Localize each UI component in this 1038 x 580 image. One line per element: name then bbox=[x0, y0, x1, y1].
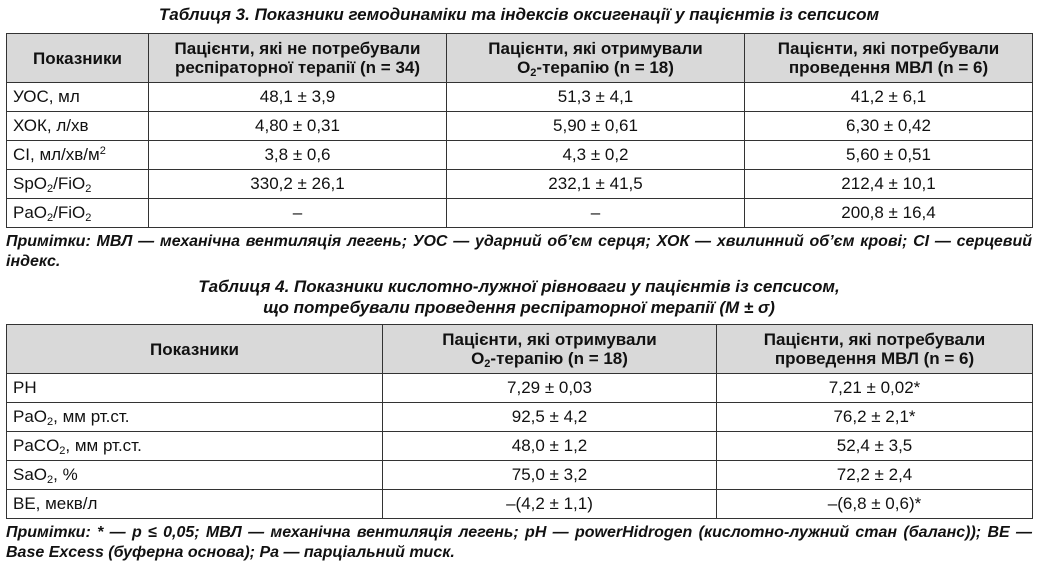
row-label: PH bbox=[7, 374, 383, 403]
table-cell: 6,30 ± 0,42 bbox=[745, 112, 1033, 141]
table-row bbox=[7, 170, 1033, 199]
table-row bbox=[7, 403, 1033, 432]
table-cell: 4,80 ± 0,31 bbox=[149, 112, 447, 141]
table-row bbox=[7, 490, 1033, 519]
row-label: SaO$_2$, % bbox=[7, 461, 383, 490]
table-row bbox=[7, 141, 1033, 170]
row-label: PaCO$_2$, мм рт.ст. bbox=[7, 432, 383, 461]
table-row bbox=[7, 461, 1033, 490]
table4-note: Примітки: * — p ≤ 0,05; МВЛ — механічна вентиляція легень; pH — powerHidrogen (кислотно-лужний стан (баланс)); BE — Base Excess (буферна основа); Pa — парціальний тиск. bbox=[6, 524, 1032, 561]
table-cell: 7,29 ± 0,03 bbox=[383, 374, 717, 403]
table-cell: 5,60 ± 0,51 bbox=[745, 141, 1033, 170]
table-cell: 4,3 ± 0,2 bbox=[447, 141, 745, 170]
table-row bbox=[7, 432, 1033, 461]
row-label: BE, мекв/л bbox=[7, 490, 383, 519]
table-row bbox=[7, 83, 1033, 112]
table3-note: Примітки: МВЛ — механічна вентиляція легень; УОС — ударний об’єм серця; ХОК — хвилинний об’єм крові; CI — серцевий індекс. bbox=[6, 233, 1032, 270]
table-cell: 92,5 ± 4,2 bbox=[383, 403, 717, 432]
row-label: CI, $мл/хв/м^2$ bbox=[7, 141, 149, 170]
row-label: ХОК, л/хв bbox=[7, 112, 149, 141]
table3-header-no-therapy: Пацієнти, які не потребували респіраторної терапії (n = 34) bbox=[149, 34, 447, 83]
table-row bbox=[7, 374, 1033, 403]
table3-header-indicators: Показники bbox=[7, 34, 149, 83]
row-label: УОС, мл bbox=[7, 83, 149, 112]
table-cell: 330,2 ± 26,1 bbox=[149, 170, 447, 199]
table-cell: 48,1 ± 3,9 bbox=[149, 83, 447, 112]
table-cell: 5,90 ± 0,61 bbox=[447, 112, 745, 141]
table-cell: 212,4 ± 10,1 bbox=[745, 170, 1033, 199]
table4-header-indicators: Показники bbox=[7, 325, 383, 374]
table-cell: – bbox=[149, 199, 447, 228]
table3-header-mvl: Пацієнти, які потребували проведення МВЛ (n = 6) bbox=[745, 34, 1033, 83]
table3-header-row bbox=[7, 34, 1033, 83]
table3-title: Таблиця 3. Показники гемодинаміки та індексів оксигенації у пацієнтів із сепсисом bbox=[158, 5, 880, 24]
table-cell: 3,8 ± 0,6 bbox=[149, 141, 447, 170]
table-row bbox=[7, 199, 1033, 228]
table-cell: – bbox=[447, 199, 745, 228]
table4-header-mvl: Пацієнти, які потребували проведення МВЛ (n = 6) bbox=[717, 325, 1033, 374]
table3 bbox=[6, 33, 1033, 228]
table4-header-row bbox=[7, 325, 1033, 374]
row-label: PaO$_2$/FiO$_2$ bbox=[7, 199, 149, 228]
row-label: SpO$_2$/FiO$_2$ bbox=[7, 170, 149, 199]
table-cell: 51,3 ± 4,1 bbox=[447, 83, 745, 112]
table4-title: Таблиця 4. Показники кислотно-лужної рівноваги у пацієнтів із сепсисом, що потребували проведення респіраторної терапії (M ± σ) bbox=[198, 277, 840, 317]
table-cell: 48,0 ± 1,2 bbox=[383, 432, 717, 461]
table4-header-o2-therapy: Пацієнти, які отримували $O_2$-терапію (n = 18) bbox=[383, 325, 717, 374]
table-cell: 200,8 ± 16,4 bbox=[745, 199, 1033, 228]
table-cell: 41,2 ± 6,1 bbox=[745, 83, 1033, 112]
row-label: PaO$_2$, мм рт.ст. bbox=[7, 403, 383, 432]
table-cell: 52,4 ± 3,5 bbox=[717, 432, 1033, 461]
table-cell: 76,2 ± 2,1* bbox=[717, 403, 1033, 432]
table-cell: –(6,8 ± 0,6)* bbox=[717, 490, 1033, 519]
table-cell: 7,21 ± 0,02* bbox=[717, 374, 1033, 403]
table-cell: 232,1 ± 41,5 bbox=[447, 170, 745, 199]
table-cell: 75,0 ± 3,2 bbox=[383, 461, 717, 490]
table-cell: –(4,2 ± 1,1) bbox=[383, 490, 717, 519]
table-cell: 72,2 ± 2,4 bbox=[717, 461, 1033, 490]
table3-header-o2-therapy: Пацієнти, які отримували $O_2$-терапію (n = 18) bbox=[447, 34, 745, 83]
table4 bbox=[6, 324, 1033, 519]
table-row bbox=[7, 112, 1033, 141]
